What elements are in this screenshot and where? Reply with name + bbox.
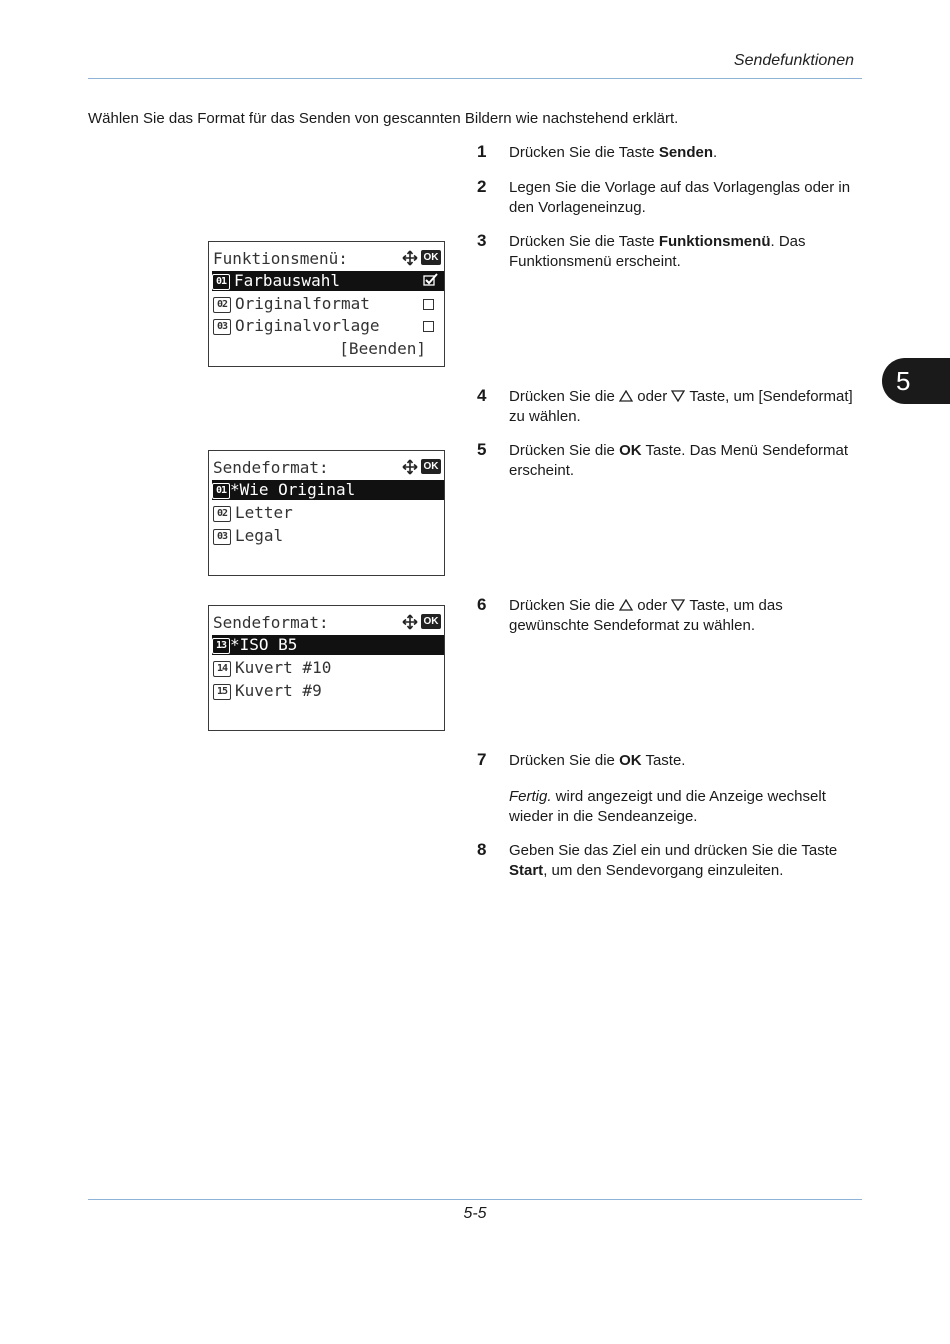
- lcd-row-selected: 01 Farbauswahl: [212, 271, 444, 291]
- ok-key-icon: OK: [421, 250, 441, 265]
- lcd-footer-end: [Beenden]: [339, 339, 426, 358]
- lcd-row: 15 Kuvert #9: [213, 681, 444, 701]
- lcd-screen-sendeformat-scrolled: [208, 605, 445, 731]
- lcd-title: Sendeformat:: [213, 458, 329, 477]
- item-number-badge: 02: [213, 506, 231, 522]
- page-header-title: Sendefunktionen: [733, 52, 854, 69]
- intro-text: Wählen Sie das Format für das Senden von gescannten Bildern wie nachstehend erklärt.: [88, 110, 679, 127]
- step-number: 3: [477, 231, 487, 250]
- step-text: Drücken Sie die OK Taste. Das Menü Sendeformat erscheint.: [509, 442, 849, 479]
- item-number-badge: 03: [213, 319, 231, 335]
- footer-rule: [88, 1199, 862, 1200]
- checkbox-icon: [423, 299, 434, 310]
- item-number-badge: 01: [212, 483, 230, 499]
- move-arrows-icon: [401, 459, 419, 475]
- step-number: 2: [477, 177, 487, 196]
- lcd-title: Sendeformat:: [213, 613, 329, 632]
- step-text: Legen Sie die Vorlage auf das Vorlagenglas oder in den Vorlageneinzug.: [509, 179, 851, 216]
- checked-icon: [423, 273, 439, 287]
- lcd-row: 02 Originalformat: [213, 294, 444, 314]
- up-triangle-icon: [619, 390, 633, 402]
- lcd-row-selected: 01 *Wie Original: [212, 480, 444, 500]
- checkbox-icon: [423, 321, 434, 332]
- ok-key-icon: OK: [421, 459, 441, 474]
- lcd-screen-sendeformat: [208, 450, 445, 576]
- step-number: 1: [477, 142, 487, 161]
- step-text: Drücken Sie die Taste Funktionsmenü. Das Funktionsmenü erscheint.: [509, 233, 806, 270]
- item-number-badge: 01: [212, 274, 230, 290]
- up-triangle-icon: [619, 599, 633, 611]
- step-number: 5: [477, 440, 487, 459]
- ok-key-icon: OK: [421, 614, 441, 629]
- item-number-badge: 15: [213, 684, 231, 700]
- step-number: 8: [477, 840, 487, 859]
- header-rule: [88, 78, 862, 79]
- page-number: 5-5: [463, 1205, 487, 1222]
- item-number-badge: 14: [213, 661, 231, 677]
- chapter-tab: 5: [882, 358, 950, 404]
- item-number-badge: 03: [213, 529, 231, 545]
- step-text: Drücken Sie die OK Taste.: [509, 752, 686, 769]
- lcd-row: 02 Letter: [213, 503, 444, 523]
- lcd-row: 03 Legal: [213, 526, 444, 546]
- down-triangle-icon: [671, 390, 685, 402]
- item-number-badge: 13: [212, 638, 230, 654]
- step-number: 6: [477, 595, 487, 614]
- move-arrows-icon: [401, 614, 419, 630]
- step-text: Drücken Sie die oder Taste, um das gewünschte Sendeformat zu wählen.: [509, 597, 783, 634]
- move-arrows-icon: [401, 250, 419, 266]
- step-number: 7: [477, 750, 487, 769]
- item-number-badge: 02: [213, 297, 231, 313]
- lcd-row: 14 Kuvert #10: [213, 658, 444, 678]
- lcd-row-selected: 13 *ISO B5: [212, 635, 444, 655]
- down-triangle-icon: [671, 599, 685, 611]
- step-text: Geben Sie das Ziel ein und drücken Sie die Taste Start, um den Sendevorgang einzuleiten.: [509, 842, 838, 879]
- step-text: Drücken Sie die Taste Senden.: [509, 144, 718, 161]
- lcd-title: Funktionsmenü:: [213, 249, 348, 268]
- lcd-screen-function-menu: [208, 241, 445, 367]
- step-number: 4: [477, 386, 487, 405]
- step-note: Fertig. wird angezeigt und die Anzeige wechselt wieder in die Sendeanzeige.: [509, 788, 826, 825]
- step-text: Drücken Sie die oder Taste, um [Sendeformat] zu wählen.: [509, 388, 853, 425]
- lcd-row: 03 Originalvorlage: [213, 316, 444, 336]
